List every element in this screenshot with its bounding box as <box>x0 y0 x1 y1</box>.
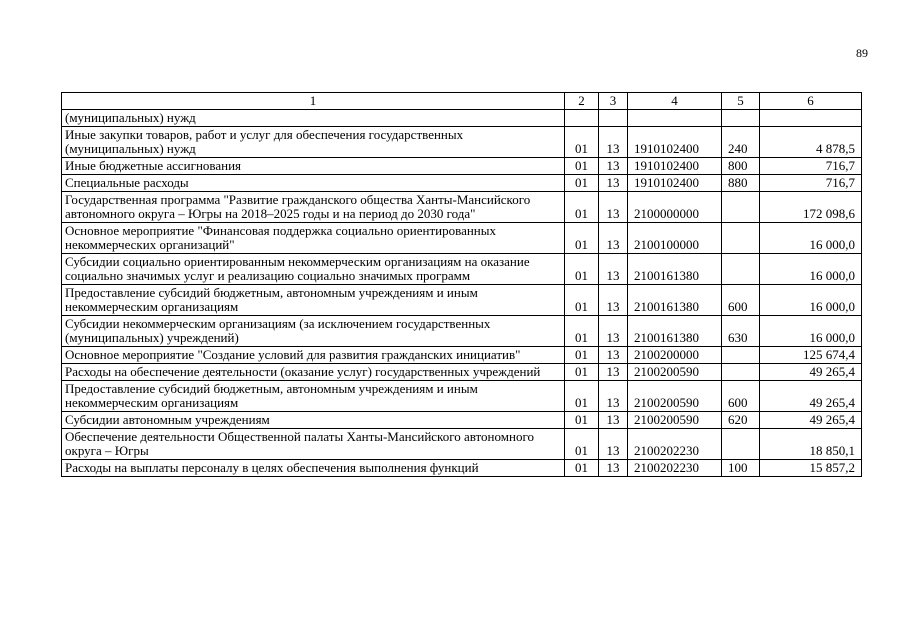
row-subsection-cell: 13 <box>599 285 628 316</box>
col-header-4: 4 <box>628 93 722 110</box>
row-amount-cell: 716,7 <box>760 158 862 175</box>
row-expense-type-cell <box>722 110 760 127</box>
row-subsection-cell: 13 <box>599 254 628 285</box>
col-header-1: 1 <box>62 93 565 110</box>
table-header-row <box>62 93 862 110</box>
row-amount-cell: 125 674,4 <box>760 347 862 364</box>
row-section-cell: 01 <box>565 316 599 347</box>
col-header-6: 6 <box>760 93 862 110</box>
budget-table <box>61 92 862 477</box>
row-amount-cell: 4 878,5 <box>760 127 862 158</box>
row-subsection-cell: 13 <box>599 192 628 223</box>
row-subsection-cell: 13 <box>599 127 628 158</box>
table-row <box>62 175 862 192</box>
page-number: 89 <box>856 46 868 60</box>
row-target-article-cell: 2100161380 <box>628 254 722 285</box>
row-amount-cell: 16 000,0 <box>760 285 862 316</box>
row-target-article-cell: 2100200590 <box>628 412 722 429</box>
row-amount-cell: 49 265,4 <box>760 381 862 412</box>
row-name-cell: Иные закупки товаров, работ и услуг для обеспечения государственных (муниципальных) нужд <box>62 127 565 158</box>
row-expense-type-cell: 620 <box>722 412 760 429</box>
row-name-cell: Предоставление субсидий бюджетным, автономным учреждениям и иным некоммерческим организациям <box>62 285 565 316</box>
table-row <box>62 429 862 460</box>
row-name-cell: Расходы на выплаты персоналу в целях обеспечения выполнения функций <box>62 460 565 477</box>
row-target-article-cell: 1910102400 <box>628 175 722 192</box>
row-expense-type-cell: 100 <box>722 460 760 477</box>
row-name-cell: Предоставление субсидий бюджетным, автономным учреждениям и иным некоммерческим организациям <box>62 381 565 412</box>
row-name-cell: Субсидии социально ориентированным некоммерческим организациям на оказание социально значимых услуг и реализацию социально значимых программ <box>62 254 565 285</box>
row-name-cell: Иные бюджетные ассигнования <box>62 158 565 175</box>
row-target-article-cell: 1910102400 <box>628 127 722 158</box>
row-amount-cell: 18 850,1 <box>760 429 862 460</box>
row-name-cell: Обеспечение деятельности Общественной палаты Ханты-Мансийского автономного округа – Югры <box>62 429 565 460</box>
row-name-cell: Субсидии некоммерческим организациям (за исключением государственных (муниципальных) учреждений) <box>62 316 565 347</box>
col-header-5: 5 <box>722 93 760 110</box>
table-row <box>62 460 862 477</box>
row-amount-cell: 716,7 <box>760 175 862 192</box>
row-amount-cell: 16 000,0 <box>760 316 862 347</box>
table-row <box>62 223 862 254</box>
row-expense-type-cell <box>722 254 760 285</box>
row-target-article-cell: 2100202230 <box>628 429 722 460</box>
row-target-article-cell: 1910102400 <box>628 158 722 175</box>
row-section-cell: 01 <box>565 347 599 364</box>
row-target-article-cell: 2100000000 <box>628 192 722 223</box>
row-amount-cell <box>760 110 862 127</box>
row-section-cell <box>565 110 599 127</box>
row-name-cell: (муниципальных) нужд <box>62 110 565 127</box>
row-section-cell: 01 <box>565 381 599 412</box>
row-expense-type-cell <box>722 429 760 460</box>
row-section-cell: 01 <box>565 364 599 381</box>
row-subsection-cell: 13 <box>599 364 628 381</box>
row-amount-cell: 16 000,0 <box>760 223 862 254</box>
row-target-article-cell: 2100100000 <box>628 223 722 254</box>
row-amount-cell: 49 265,4 <box>760 364 862 381</box>
row-name-cell: Основное мероприятие "Создание условий для развития гражданских инициатив" <box>62 347 565 364</box>
row-name-cell: Основное мероприятие "Финансовая поддержка социально ориентированных некоммерческих организаций" <box>62 223 565 254</box>
table-row <box>62 316 862 347</box>
row-target-article-cell: 2100161380 <box>628 285 722 316</box>
row-section-cell: 01 <box>565 127 599 158</box>
table-row <box>62 110 862 127</box>
row-subsection-cell: 13 <box>599 381 628 412</box>
row-name-cell: Субсидии автономным учреждениям <box>62 412 565 429</box>
row-subsection-cell: 13 <box>599 316 628 347</box>
table-row <box>62 127 862 158</box>
row-expense-type-cell: 600 <box>722 285 760 316</box>
row-target-article-cell: 2100200590 <box>628 381 722 412</box>
row-expense-type-cell <box>722 347 760 364</box>
row-expense-type-cell: 800 <box>722 158 760 175</box>
row-name-cell: Расходы на обеспечение деятельности (оказание услуг) государственных учреждений <box>62 364 565 381</box>
table-row <box>62 364 862 381</box>
row-section-cell: 01 <box>565 223 599 254</box>
row-section-cell: 01 <box>565 429 599 460</box>
row-name-cell: Государственная программа "Развитие гражданского общества Ханты-Мансийского автономного округа – Югры на 2018–2025 годы и на период до 2030 года" <box>62 192 565 223</box>
row-section-cell: 01 <box>565 285 599 316</box>
row-subsection-cell: 13 <box>599 175 628 192</box>
table-row <box>62 192 862 223</box>
table-row <box>62 381 862 412</box>
row-target-article-cell <box>628 110 722 127</box>
row-target-article-cell: 2100161380 <box>628 316 722 347</box>
row-section-cell: 01 <box>565 192 599 223</box>
row-subsection-cell: 13 <box>599 223 628 254</box>
row-subsection-cell: 13 <box>599 158 628 175</box>
row-subsection-cell <box>599 110 628 127</box>
row-target-article-cell: 2100202230 <box>628 460 722 477</box>
row-expense-type-cell: 630 <box>722 316 760 347</box>
row-target-article-cell: 2100200000 <box>628 347 722 364</box>
row-expense-type-cell: 880 <box>722 175 760 192</box>
row-target-article-cell: 2100200590 <box>628 364 722 381</box>
row-section-cell: 01 <box>565 412 599 429</box>
col-header-3: 3 <box>599 93 628 110</box>
row-expense-type-cell: 240 <box>722 127 760 158</box>
row-name-cell: Специальные расходы <box>62 175 565 192</box>
table-row <box>62 347 862 364</box>
row-subsection-cell: 13 <box>599 429 628 460</box>
row-expense-type-cell <box>722 364 760 381</box>
col-header-2: 2 <box>565 93 599 110</box>
table-row <box>62 412 862 429</box>
row-expense-type-cell: 600 <box>722 381 760 412</box>
row-section-cell: 01 <box>565 175 599 192</box>
row-expense-type-cell <box>722 223 760 254</box>
row-subsection-cell: 13 <box>599 460 628 477</box>
row-amount-cell: 15 857,2 <box>760 460 862 477</box>
row-amount-cell: 49 265,4 <box>760 412 862 429</box>
table-row <box>62 285 862 316</box>
table-row <box>62 158 862 175</box>
row-amount-cell: 16 000,0 <box>760 254 862 285</box>
table-row <box>62 254 862 285</box>
row-expense-type-cell <box>722 192 760 223</box>
row-section-cell: 01 <box>565 158 599 175</box>
row-section-cell: 01 <box>565 460 599 477</box>
row-section-cell: 01 <box>565 254 599 285</box>
row-subsection-cell: 13 <box>599 412 628 429</box>
row-amount-cell: 172 098,6 <box>760 192 862 223</box>
row-subsection-cell: 13 <box>599 347 628 364</box>
